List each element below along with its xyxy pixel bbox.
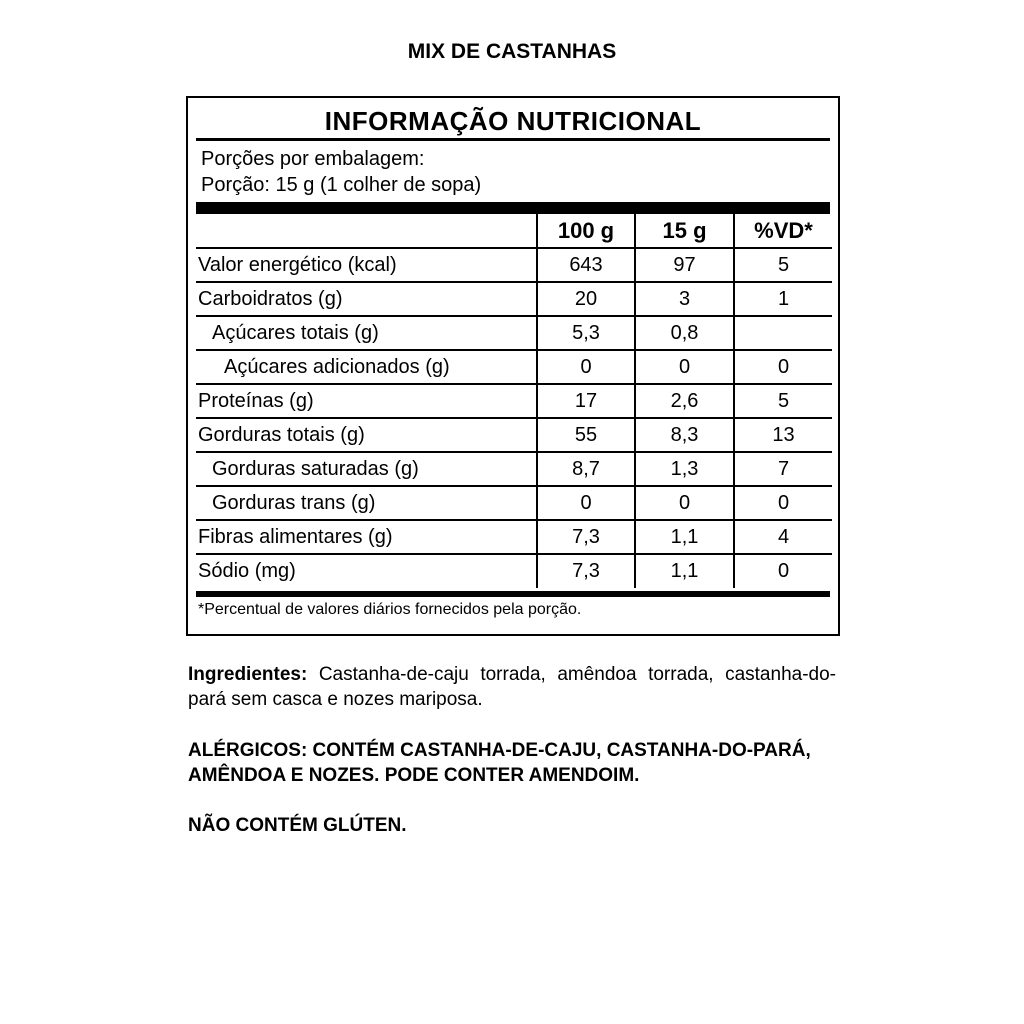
value-vd: 0 <box>734 486 832 520</box>
table-row <box>196 282 832 316</box>
value-vd: 5 <box>734 384 832 418</box>
nutrient-name: Gorduras saturadas (g) <box>196 452 537 486</box>
nutrient-name: Sódio (mg) <box>198 560 296 582</box>
value-per100: 0 <box>537 486 635 520</box>
value-per100: 5,3 <box>537 316 635 350</box>
nutrient-name: Valor energético (kcal) <box>196 248 537 282</box>
value-per-serving: 0 <box>635 350 734 384</box>
ingredients-label: Ingredientes: <box>188 664 308 685</box>
value-per-serving: 1,1 <box>635 554 734 588</box>
header-per100: 100 g <box>537 214 635 248</box>
footer-divider <box>196 591 830 597</box>
value-per100: 643 <box>537 248 635 282</box>
value-per100: 8,7 <box>537 452 635 486</box>
table-row <box>196 418 832 452</box>
nutrient-name: Açúcares totais (g) <box>196 316 537 350</box>
nutrient-name: Gorduras totais (g) <box>196 418 537 452</box>
value-per100: 17 <box>537 384 635 418</box>
gluten-statement: NÃO CONTÉM GLÚTEN. <box>188 815 407 836</box>
ingredients-paragraph <box>188 662 836 712</box>
nutrient-name: Açúcares adicionados (g) <box>196 350 537 384</box>
value-per-serving: 1,3 <box>635 452 734 486</box>
value-per-serving: 1,1 <box>635 520 734 554</box>
value-per100: 7,3 <box>537 520 635 554</box>
nutrition-heading: INFORMAÇÃO NUTRICIONAL <box>196 104 830 141</box>
value-per-serving: 0 <box>635 486 734 520</box>
value-vd <box>734 316 832 350</box>
nutrient-name: Gorduras trans (g) <box>196 486 537 520</box>
value-per100: 20 <box>537 282 635 316</box>
value-vd: 7 <box>734 452 832 486</box>
table-row <box>196 520 832 554</box>
value-vd: 4 <box>734 520 832 554</box>
servings-per-package: Porções por embalagem: <box>201 148 425 170</box>
serving-size: Porção: 15 g (1 colher de sopa) <box>201 174 482 196</box>
table-row <box>196 248 832 282</box>
value-per-serving: 97 <box>635 248 734 282</box>
table-row <box>196 350 832 384</box>
nutrient-name: Fibras alimentares (g) <box>196 520 537 554</box>
table-row <box>196 384 832 418</box>
value-vd: 1 <box>734 282 832 316</box>
table-row <box>196 316 832 350</box>
value-per100: 55 <box>537 418 635 452</box>
table-row <box>196 554 832 588</box>
nutrition-table <box>196 214 832 588</box>
table-row <box>196 452 832 486</box>
value-vd: 13 <box>734 418 832 452</box>
value-per-serving: 2,6 <box>635 384 734 418</box>
ingredients-text: Castanha-de-caju torrada, amêndoa torrada, castanha-do-pará sem casca e nozes mariposa. <box>188 664 836 710</box>
value-per-serving: 8,3 <box>635 418 734 452</box>
value-per100: 7,3 <box>537 554 635 588</box>
value-per-serving: 3 <box>635 282 734 316</box>
value-vd: 0 <box>734 554 832 588</box>
nutrient-name: Carboidratos (g) <box>196 282 537 316</box>
thick-divider <box>196 202 830 214</box>
header-vd: %VD* <box>734 214 832 248</box>
footnote: *Percentual de valores diários fornecidos pela porção. <box>198 601 582 618</box>
table-row <box>196 486 832 520</box>
value-vd: 5 <box>734 248 832 282</box>
header-per-serving: 15 g <box>635 214 734 248</box>
table-header-row <box>196 214 832 248</box>
product-title: MIX DE CASTANHAS <box>407 40 617 63</box>
header-blank <box>196 214 537 248</box>
nutrition-facts-panel <box>186 96 840 636</box>
value-per-serving: 0,8 <box>635 316 734 350</box>
value-per100: 0 <box>537 350 635 384</box>
nutrient-name: Proteínas (g) <box>196 384 537 418</box>
value-vd: 0 <box>734 350 832 384</box>
allergens-statement: ALÉRGICOS: CONTÉM CASTANHA-DE-CAJU, CASTANHA-DO-PARÁ, AMÊNDOA E NOZES. PODE CONTER AMENDOIM. <box>188 740 811 786</box>
